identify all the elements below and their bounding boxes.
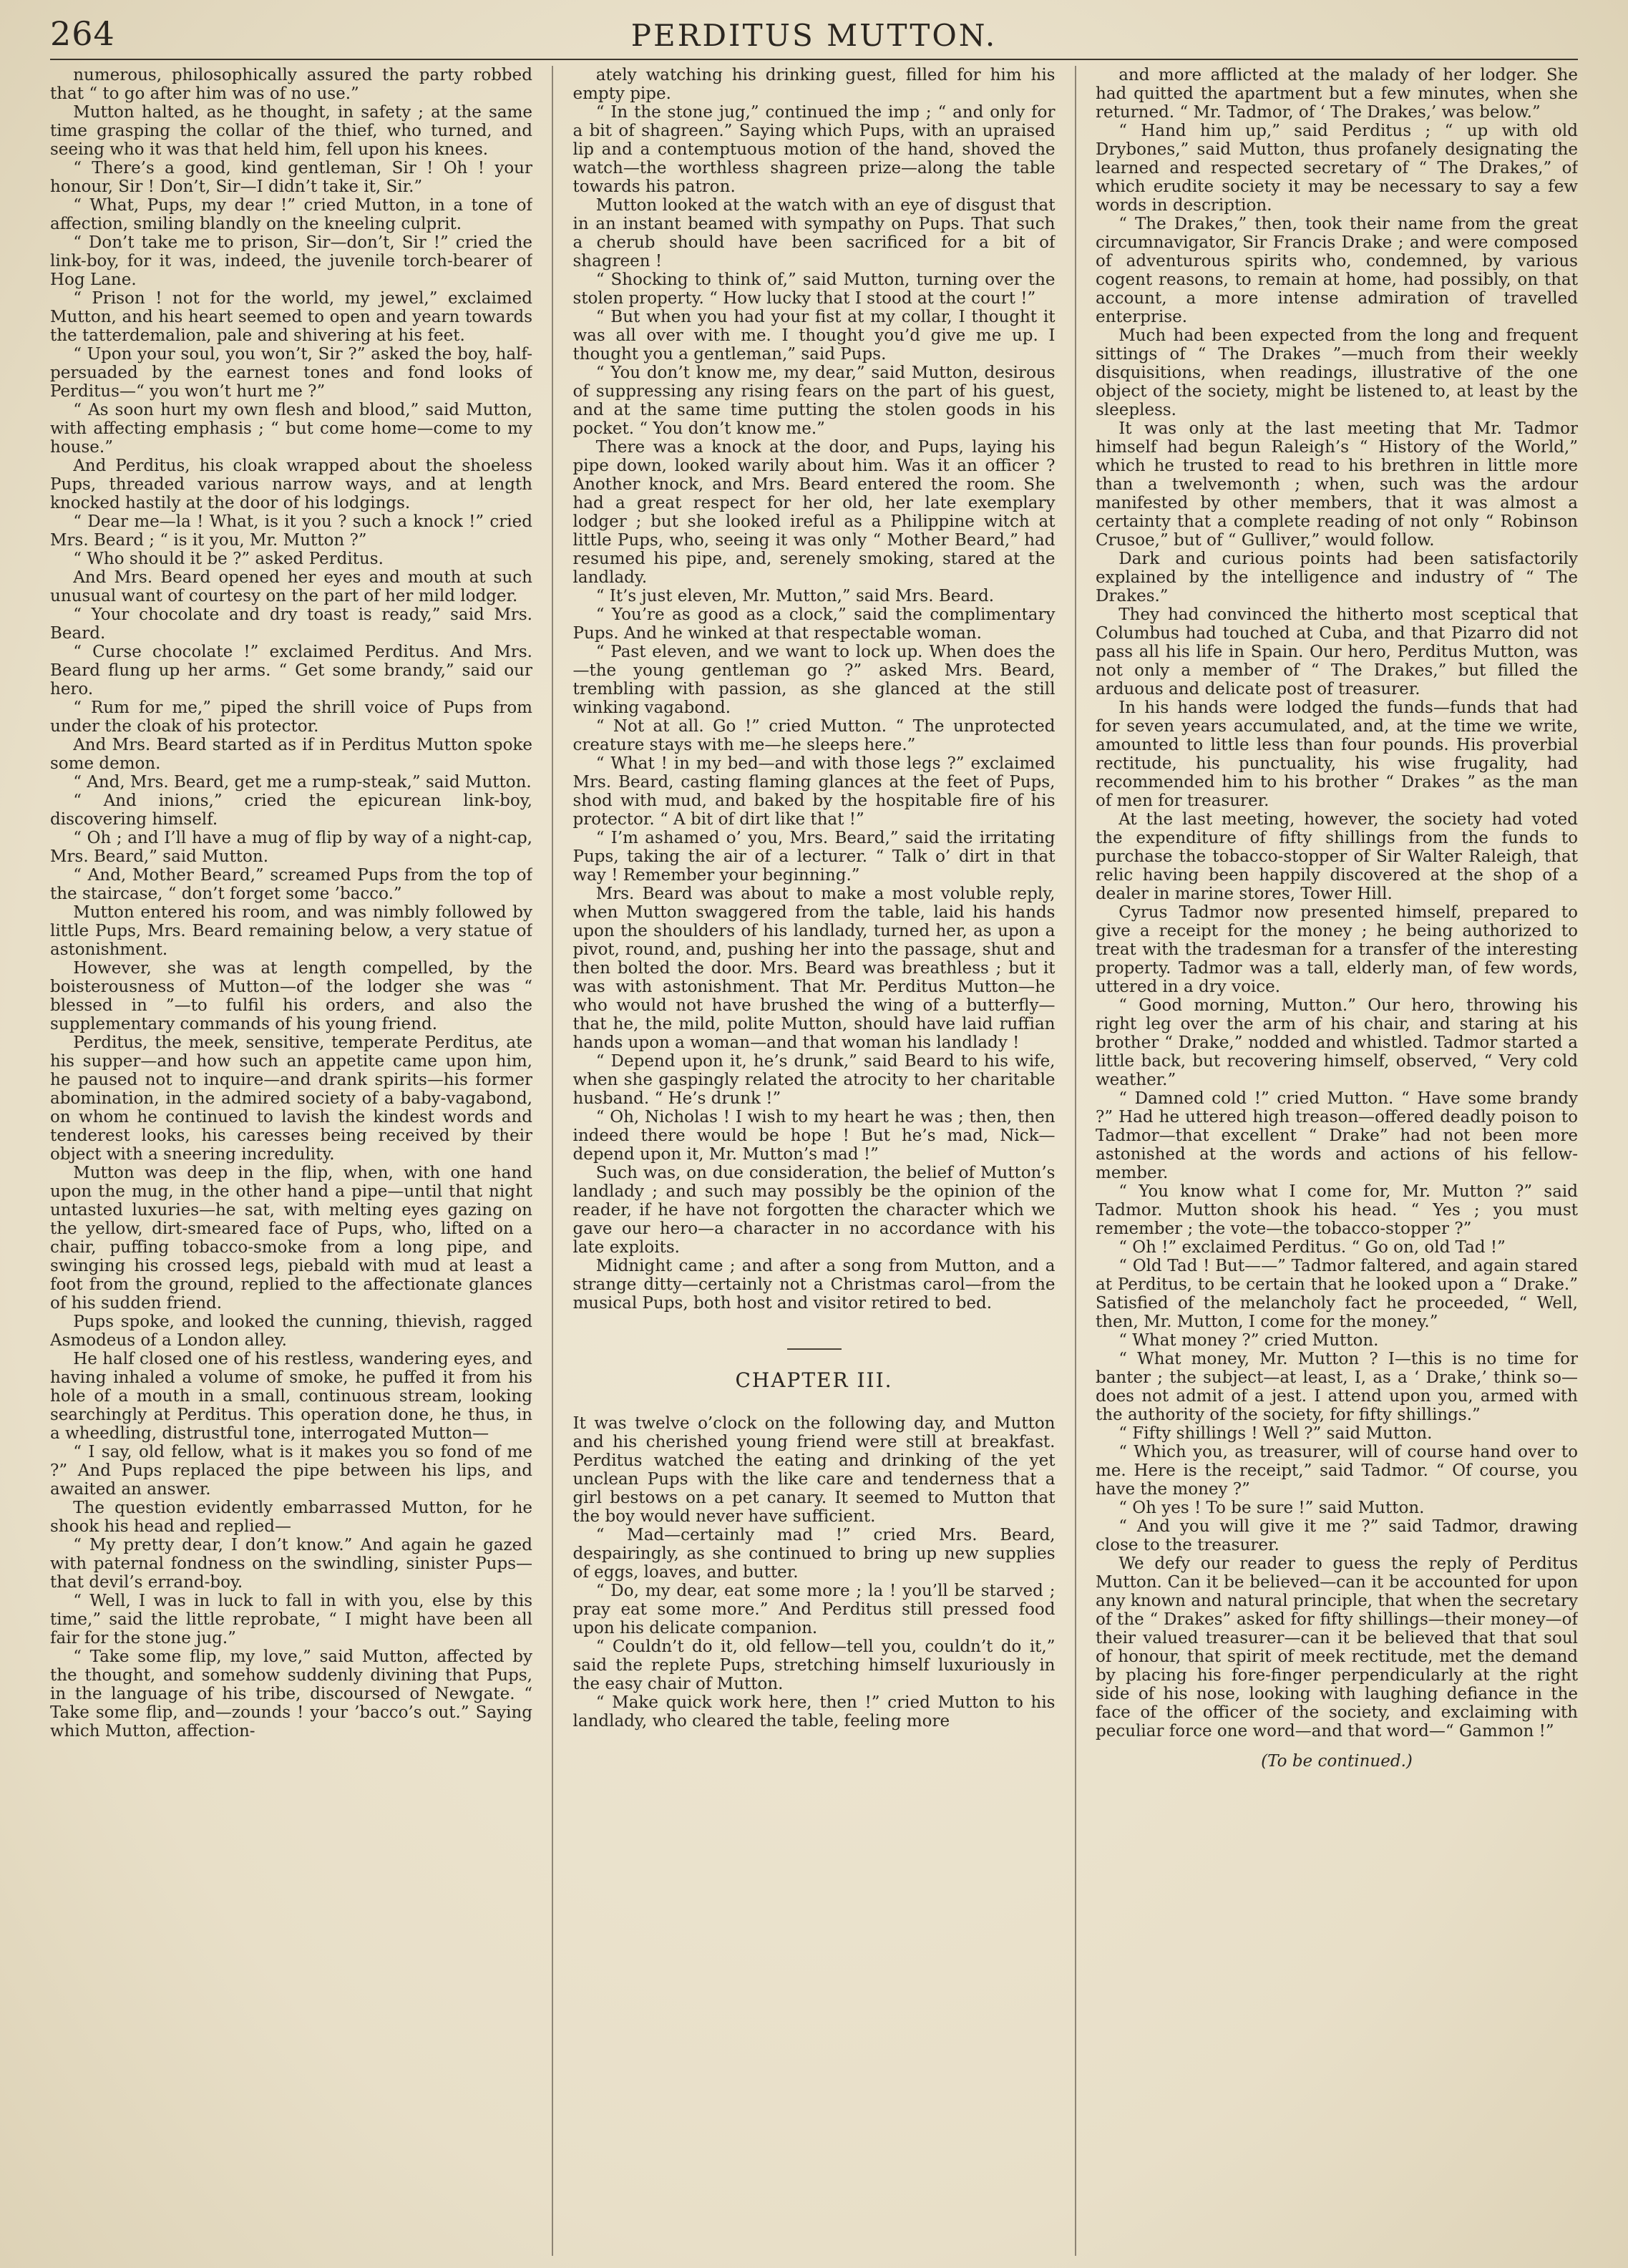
paragraph: “ You’re as good as a clock,” said the complimentary Pups. And he winked at that respectable woman. — [572, 605, 1056, 643]
paragraph: “ In the stone jug,” continued the imp ; “ and only for a bit of shagreen.” Saying which Pups, with an upraised lip and a contemptuous motion of the hand, shoved the watch—the worthless shagreen prize—along the table towards his patron. — [572, 103, 1056, 196]
paragraph: Midnight came ; and after a song from Mutton, and a strange ditty—certainly not a Christmas carol—from the musical Pups, both host and visitor retired to bed. — [572, 1257, 1056, 1313]
paragraph: “ You know what I come for, Mr. Mutton ?” said Tadmor. Mutton shook his head. “ Yes ; you must remember ; the vote—the tobacco-stopper ?” — [1096, 1182, 1578, 1238]
paragraph: “ Well, I was in luck to fall in with you, else by this time,” said the little reprobate, “ I might have been all fair for the stone jug.” — [50, 1592, 532, 1648]
paragraph: Such was, on due consideration, the belief of Mutton’s landlady ; and such may possibly be the opinion of the reader, if he have not forgotten the character which we gave our hero—a character in no accordance with his late exploits. — [572, 1164, 1056, 1257]
paragraph: “ What ! in my bed—and with those legs ?” exclaimed Mrs. Beard, casting flaming glances at the feet of Pups, shod with mud, and baked by the hospitable fire of his protector. “ A bit of dirt like that !” — [572, 754, 1056, 829]
paragraph: We defy our reader to guess the reply of Perditus Mutton. Can it be believed—can it be accounted for upon any known and natural principle, that when the secretary of the “ Drakes” asked for fifty shillings—their money—of their valued treasurer—can it be believed that that soul of honour, that spirit of meek rectitude, met the demand by placing his fore-finger perpendicularly at the right side of his nose, looking with laughing defiance in the face of the officer of the society, and exclaiming with peculiar force one word—and that word—“ Gammon !” — [1096, 1554, 1578, 1741]
paragraph: “ Couldn’t do it, old fellow—tell you, couldn’t do it,” said the replete Pups, stretching himself luxuriously in the easy chair of Mutton. — [572, 1637, 1056, 1693]
paragraph: “ Shocking to think of,” said Mutton, turning over the stolen property. “ How lucky that I stood at the court !” — [572, 271, 1056, 308]
paragraph: “ It’s just eleven, Mr. Mutton,” said Mrs. Beard. — [595, 587, 995, 605]
paragraph: And Perditus, his cloak wrapped about the shoeless Pups, threaded various narrow ways, and at length knocked hastily at the door of his lodgings. — [50, 457, 532, 512]
to-be-continued: (To be continued.) — [1261, 1752, 1413, 1771]
text-columns — [50, 66, 1578, 2256]
paragraph: It was only at the last meeting that Mr. Tadmor himself had begun Raleigh’s “ History of the World,” which he trusted to read to his brethren in little more than a twelvemonth ; when, such was the ardour manifested by other members, that it was almost a certainty that a complete reading of not only “ Robinson Crusoe,” but of “ Gulliver,” would follow. — [1096, 419, 1578, 550]
paragraph: However, she was at length compelled, by the boisterousness of Mutton—of the lodger she was “ blessed in ”—to fulfil his orders, and also the supplementary commands of his young friend. — [50, 959, 532, 1033]
paragraph: “ Which you, as treasurer, will of course hand over to me. Here is the receipt,” said Tadmor. “ Of course, you have the money ?” — [1096, 1443, 1578, 1499]
paragraph: “ What, Pups, my dear !” cried Mutton, in a tone of affection, smiling blandly on the kneeling culprit. — [50, 196, 532, 233]
chapter-separator — [787, 1348, 842, 1350]
paragraph: and more afflicted at the malady of her lodger. She had quitted the apartment but a few minutes, when she returned. “ Mr. Tadmor, of ‘ The Drakes,’ was below.” — [1096, 66, 1578, 122]
paragraph: “ Who should it be ?” asked Perditus. — [73, 550, 384, 568]
paragraph: “ Curse chocolate !” exclaimed Perditus. And Mrs. Beard flung up her arms. “ Get some brandy,” said our hero. — [50, 643, 532, 699]
paragraph: “ Dear me—la ! What, is it you ? such a knock !” cried Mrs. Beard ; “ is it you, Mr. Mutton ?” — [50, 512, 532, 550]
paragraph: “ As soon hurt my own flesh and blood,” said Mutton, with affecting emphasis ; “ but come home—come to my house.” — [50, 401, 532, 457]
paragraph: “ There’s a good, kind gentleman, Sir ! Oh ! your honour, Sir ! Don’t, Sir—I didn’t take it, Sir.” — [50, 159, 532, 196]
paragraph: There was a knock at the door, and Pups, laying his pipe down, looked warily about him. Was it an officer ? Another knock, and Mrs. Beard entered the room. She had a great respect for her old, her late exemplary lodger ; but she looked ireful as a Philippine witch at little Pups, who, seeing it was only “ Mother Beard,” had resumed his pipe, and, serenely smoking, stared at the landlady. — [572, 438, 1056, 587]
paragraph: “ What money ?” cried Mutton. — [1118, 1331, 1379, 1350]
paragraph: “ And inions,” cried the epicurean link-boy, discovering himself. — [50, 792, 532, 829]
paragraph: “ Not at all. Go !” cried Mutton. “ The unprotected creature stays with me—he sleeps here.” — [572, 717, 1056, 754]
paragraph: Mutton looked at the watch with an eye of disgust that in an instant beamed with sympathy on Pups. That such a cherub should have been sacrificed for a bit of shagreen ! — [572, 196, 1056, 271]
paragraph: “ The Drakes,” then, took their name from the great circumnavigator, Sir Francis Drake ; and were composed of adventurous spirits who, condemned, by various cogent reasons, to remain at home, had possibly, on that account, a more intense admiration of travelled enterprise. — [1096, 215, 1578, 326]
paragraph: “ Good morning, Mutton.” Our hero, throwing his right leg over the arm of his chair, and staring at his brother “ Drake,” nodded and whistled. Tadmor started a little back, but recovering himself, observed, “ Very cold weather.” — [1096, 996, 1578, 1089]
paragraph: “ Prison ! not for the world, my jewel,” exclaimed Mutton, and his heart seemed to open and yearn towards the tatterdemalion, pale and shivering at his feet. — [50, 289, 532, 345]
paragraph: “ Take some flip, my love,” said Mutton, affected by the thought, and somehow suddenly divining that Pups, in the language of his tribe, discoursed of Newgate. “ Take some flip, and—zounds ! your ’bacco’s out.” Saying which Mutton, affection- — [50, 1648, 532, 1741]
paragraph: He half closed one of his restless, wandering eyes, and having inhaled a volume of smoke, he puffed it from his hole of a mouth in a small, continuous stream, looking searchingly at Perditus. This operation done, he thus, in a wheedling, distrustful tone, interrogated Mutton— — [50, 1350, 532, 1443]
paragraph: “ And you will give it me ?” said Tadmor, drawing close to the treasurer. — [1096, 1517, 1578, 1554]
paragraph: Perditus, the meek, sensitive, temperate Perditus, ate his supper—and how such an appetite came upon him, he paused not to inquire—and drank spirits—his former abomination, in the admired society of a baby-vagabond, on whom he continued to lavish the kindest words and tenderest looks, his caresses being received by their object with a sneering incredulity. — [50, 1033, 532, 1164]
paragraph: Mutton entered his room, and was nimbly followed by little Pups, Mrs. Beard remaining below, a very statue of astonishment. — [50, 903, 532, 959]
paragraph: They had convinced the hitherto most sceptical that Columbus had touched at Cuba, and that Pizarro did not pass all his life in Spain. Our hero, Perditus Mutton, was not only a member of “ The Drakes,” but filled the arduous and delicate post of treasurer. — [1096, 605, 1578, 699]
paragraph: “ Rum for me,” piped the shrill voice of Pups from under the cloak of his protector. — [50, 699, 532, 736]
paragraph: “ And, Mother Beard,” screamed Pups from the top of the staircase, “ don’t forget some ’bacco.” — [50, 866, 532, 903]
paragraph: ately watching his drinking guest, filled for him his empty pipe. — [572, 66, 1056, 103]
paragraph: “ What money, Mr. Mutton ? I—this is no time for banter ; the subject—at least, I, as a ‘ Drake,’ think so—does not admit of a jest. I attend upon you, armed with the authority of the society, for fifty shillings.” — [1096, 1350, 1578, 1424]
paragraph: In his hands were lodged the funds—funds that had for seven years accumulated, and, at the time we write, amounted to little less than four pounds. His proverbial rectitude, his punctuality, his wise frugality, had recommended him to his brother “ Drakes ” as the man of men for treasurer. — [1096, 699, 1578, 810]
chapter-heading: CHAPTER III. — [735, 1368, 893, 1392]
paragraph: And Mrs. Beard started as if in Perditus Mutton spoke some demon. — [50, 736, 532, 773]
paragraph: “ Oh !” exclaimed Perditus. “ Go on, old Tad !” — [1118, 1238, 1506, 1257]
paragraph: Cyrus Tadmor now presented himself, prepared to give a receipt for the money ; he being authorized to treat with the tradesman for a transfer of the interesting property. Tadmor was a tall, elderly man, of few words, uttered in a dry voice. — [1096, 903, 1578, 996]
paragraph: It was twelve o’clock on the following day, and Mutton and his cherished young friend were still at breakfast. Perditus watched the eating and drinking of the yet unclean Pups with the like care and tenderness that a girl bestows on a pet canary. It seemed to Mutton that the boy would never have sufficient. — [572, 1414, 1056, 1526]
paragraph: “ My pretty dear, I don’t know.” And again he gazed with paternal fondness on the swindling, sinister Pups—that devil’s errand-boy. — [50, 1536, 532, 1592]
paragraph: And Mrs. Beard opened her eyes and mouth at such unusual want of courtesy on the part of her mild lodger. — [50, 568, 532, 605]
paragraph: “ Damned cold !” cried Mutton. “ Have some brandy ?” Had he uttered high treason—offered deadly poison to Tadmor—that excellent “ Drake” had not been more astonished at the words and actions of his fellow-member. — [1096, 1089, 1578, 1182]
paragraph: Mrs. Beard was about to make a most voluble reply, when Mutton swaggered from the table, laid his hands upon the shoulders of his landlady, turned her, as upon a pivot, round, and, pushing her into the passage, shut and then bolted the door. Mrs. Beard was breathless ; but it was with astonishment. That Mr. Perditus Mutton—he who would not have brushed the wing of a butterfly—that he, the mild, polite Mutton, should have laid ruffian hands upon a woman—and that woman his landlady ! — [572, 885, 1056, 1052]
page-header — [50, 9, 1578, 60]
paragraph: Mutton was deep in the flip, when, with one hand upon the mug, in the other hand a pipe—until that night untasted luxuries—he sat, with melting eyes gazing on the yellow, dirt-smeared face of Pups, who, lifted on a chair, puffing tobacco-smoke from a long pipe, and swinging his crossed legs, piebald with mud at least a foot from the ground, replied to the affectionate glances of his sudden friend. — [50, 1164, 532, 1313]
paragraph: “ Oh yes ! To be sure !” said Mutton. — [1118, 1499, 1425, 1517]
column-1 — [50, 66, 532, 2256]
paragraph: Pups spoke, and looked the cunning, thievish, ragged Asmodeus of a London alley. — [50, 1313, 532, 1350]
paragraph: “ Upon your soul, you won’t, Sir ?” asked the boy, half-persuaded by the earnest tones and fond looks of Perditus—“ you won’t hurt me ?” — [50, 345, 532, 401]
paragraph: “ Make quick work here, then !” cried Mutton to his landlady, who cleared the table, feeling more — [572, 1693, 1056, 1731]
running-title: PERDITUS MUTTON. — [630, 18, 998, 53]
paragraph: “ Your chocolate and dry toast is ready,” said Mrs. Beard. — [50, 605, 532, 643]
paragraph: “ Past eleven, and we want to lock up. When does the—the young gentleman go ?” asked Mrs. Beard, trembling with passion, as she glanced at the still winking vagabond. — [572, 643, 1056, 717]
column-2 — [573, 66, 1056, 2256]
paragraph: “ And, Mrs. Beard, get me a rump-steak,” said Mutton. — [73, 773, 532, 792]
paragraph: “ Mad—certainly mad !” cried Mrs. Beard, despairingly, as she continued to bring up new supplies of eggs, loaves, and butter. — [572, 1526, 1056, 1582]
paragraph: “ I’m ashamed o’ you, Mrs. Beard,” said the irritating Pups, taking the air of a lecturer. “ Talk o’ dirt in that way ! Remember your beginning.” — [572, 829, 1056, 885]
paragraph: numerous, philosophically assured the party robbed that “ to go after him was of no use.” — [50, 66, 532, 103]
paragraph: “ Oh ; and I’ll have a mug of flip by way of a night-cap, Mrs. Beard,” said Mutton. — [50, 829, 532, 866]
paragraph: Mutton halted, as he thought, in safety ; at the same time grasping the collar of the thief, who turned, and seeing who it was that held him, fell upon his knees. — [50, 103, 532, 159]
paragraph: “ Oh, Nicholas ! I wish to my heart he was ; then, then indeed there would be hope ! But he’s mad, Nick—depend upon it, Mr. Mutton’s mad !” — [572, 1108, 1056, 1164]
paragraph: “ Fifty shillings ! Well ?” said Mutton. — [1118, 1424, 1433, 1443]
column-rule — [1075, 66, 1076, 2256]
paragraph: Dark and curious points had been satisfactorily explained by the intelligence and industry of “ The Drakes.” — [1096, 550, 1578, 605]
paragraph: “ Depend upon it, he’s drunk,” said Beard to his wife, when she gaspingly related the atrocity to her charitable husband. “ He’s drunk !” — [572, 1052, 1056, 1108]
paragraph: “ I say, old fellow, what is it makes you so fond of me ?” And Pups replaced the pipe between his lips, and awaited an answer. — [50, 1443, 532, 1499]
paragraph: “ Old Tad ! But——” Tadmor faltered, and again stared at Perditus, to be certain that he looked upon a “ Drake.” Satisfied of the melancholy fact he proceeded, “ Well, then, Mr. Mutton, I come for the money.” — [1096, 1257, 1578, 1331]
column-3 — [1096, 66, 1578, 2256]
paragraph: “ Do, my dear, eat some more ; la ! you’ll be starved ; pray eat some more.” And Perditus still pressed food upon his delicate companion. — [572, 1582, 1056, 1637]
paragraph: “ Hand him up,” said Perditus ; “ up with old Drybones,” said Mutton, thus profanely designating the learned and respected secretary of “ The Drakes,” of which erudite society it may be necessary to say a few words in description. — [1096, 122, 1578, 215]
column-rule — [552, 66, 553, 2256]
paragraph: “ Don’t take me to prison, Sir—don’t, Sir !” cried the link-boy, for it was, indeed, the juvenile torch-bearer of Hog Lane. — [50, 233, 532, 289]
paragraph: Much had been expected from the long and frequent sittings of “ The Drakes ”—much from their weekly disquisitions, when readings, illustrative of the one object of the society, might be listened to, at least by the sleepless. — [1096, 326, 1578, 419]
page-number: 264 — [50, 14, 115, 53]
paragraph: “ You don’t know me, my dear,” said Mutton, desirous of suppressing any rising fears on the part of his guest, and at the same time putting the stolen goods in his pocket. “ You don’t know me.” — [572, 364, 1056, 438]
paragraph: “ But when you had your fist at my collar, I thought it was all over with me. I thought you’d give me up. I thought you a gentleman,” said Pups. — [572, 308, 1056, 364]
paragraph: At the last meeting, however, the society had voted the expenditure of fifty shillings from the funds to purchase the tobacco-stopper of Sir Walter Raleigh, that relic having been happily discovered at the shop of a dealer in marine stores, Tower Hill. — [1096, 810, 1578, 903]
paragraph: The question evidently embarrassed Mutton, for he shook his head and replied— — [50, 1499, 532, 1536]
